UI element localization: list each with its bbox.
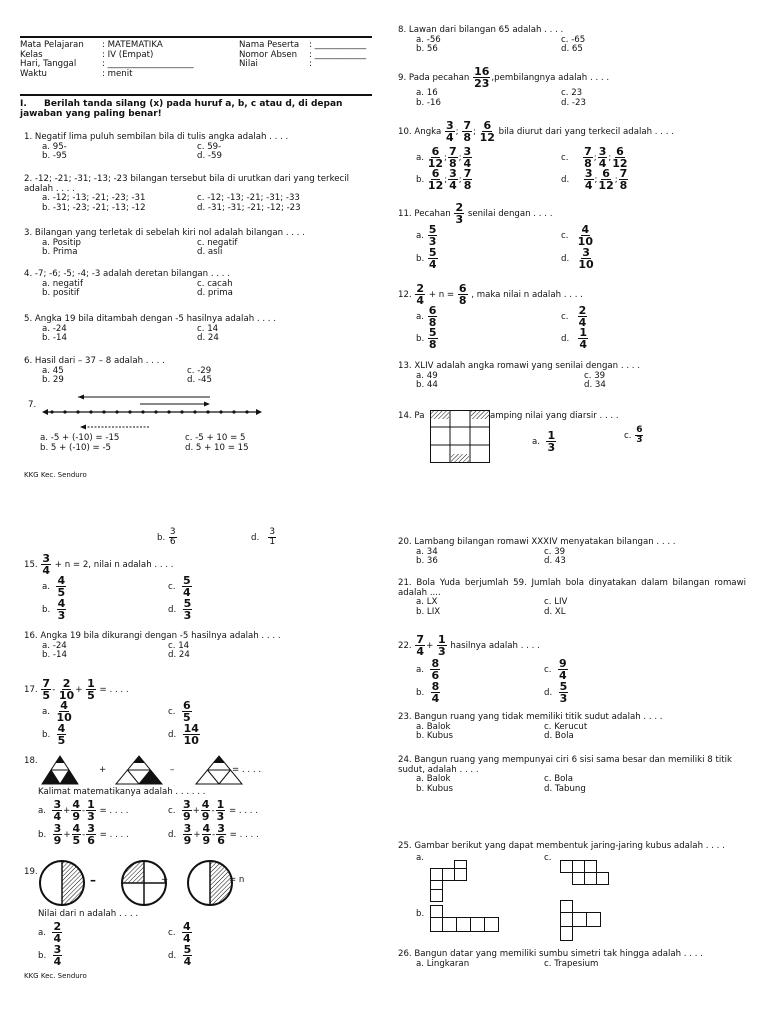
question-8 [398, 26, 748, 55]
option-a[interactable]: a. $\frac{1}{3}$ [532, 429, 556, 454]
option-a[interactable]: a. $\frac{6}{8}$ [416, 304, 437, 329]
option-c[interactable]: c. $\frac{5}{4}$ [168, 574, 191, 599]
option-d[interactable]: d. 65 [561, 44, 583, 55]
option-c[interactable]: c. -12; -13; -21; -31; -33 [197, 193, 300, 204]
question-6 [24, 357, 374, 386]
fraction: $\frac{7}{5}$ [42, 677, 51, 702]
question-text: 20. Lambang bilangan romawi XXXIV menyatakan bilangan . . . . [398, 537, 676, 547]
option-c[interactable]: c. $\frac{9}{4}$ [544, 657, 567, 682]
fraction-16-23: $\frac{16}{23}$ [474, 65, 490, 90]
option-b[interactable]: b. 29 [42, 375, 64, 386]
question-text: Kalimat matematikanya adalah . . . . . . [38, 787, 206, 797]
option-a[interactable]: a. -56 [416, 34, 441, 45]
question-text: 15. [24, 560, 38, 570]
option-a[interactable]: a. Balok [416, 721, 451, 732]
question-text-end: , maka nilai n adalah . . . . [471, 290, 583, 300]
number-line-figure [40, 393, 265, 433]
option-d[interactable]: d. $\frac{5}{4}$ [168, 943, 192, 968]
option-c[interactable]: c. cacah [197, 278, 233, 289]
instruction-number: I. [20, 99, 27, 109]
question-text: 12. [398, 290, 412, 300]
q14-option-b[interactable]: b. $\frac{3}{6}$ [157, 527, 176, 547]
plus-sign: + [161, 875, 169, 885]
option-a[interactable]: a. 95- [42, 141, 67, 152]
option-d[interactable]: d. asli [197, 247, 223, 258]
option-c[interactable]: c. 39 [584, 370, 606, 381]
question-18 [24, 754, 374, 850]
question-21 [398, 579, 746, 618]
header-bottom-rule [20, 94, 372, 96]
header-label: Nama Peserta [239, 40, 300, 50]
option-b[interactable]: b. -16 [416, 97, 441, 108]
option-a[interactable]: a. 34 [416, 546, 438, 557]
question-text: 13. XLIV adalah angka romawi yang senilai dengan . . . . [398, 361, 640, 371]
option-d[interactable]: d. -31; -31; -21; -12; -23 [197, 202, 301, 213]
question-23 [398, 713, 748, 742]
question-text: 26. Bangun datar yang memiliki sumbu simetri tak hingga adalah . . . . [398, 949, 703, 959]
option-d[interactable]: d. -45 [187, 375, 212, 386]
question-text-mid: + n = [428, 290, 455, 300]
question-11 [398, 201, 748, 271]
question-text: 1. Negatif lima puluh sembilan bila di tulis angka adalah . . . . [24, 132, 289, 142]
option-c[interactable]: c. $\frac{2}{4}$ [561, 304, 587, 329]
fraction: $\frac{7}{8}$ [463, 119, 471, 144]
question-13 [398, 362, 748, 391]
option-c-label[interactable]: c. [544, 853, 552, 863]
option-c[interactable]: c. 14 [197, 323, 219, 334]
option-b[interactable]: b. -14 [42, 650, 67, 661]
option-c[interactable]: c. $\frac{3}{9}$ + $\frac{4}{9}$ - $\frac{1}{3}$ = . . . . [168, 798, 259, 823]
option-a[interactable]: a. -5 + (-10) = -15 [40, 433, 120, 443]
question-17: 17. $\frac{7}{5}$ - $\frac{2}{10}$ + $\frac{1}{5}$ = . . . . a. $\frac{4}{10}$ b. $\frac{4}{5}$ c. $\frac{6}{5}$ d. $\frac{14}{10}$ [24, 677, 199, 747]
option-d[interactable]: d. 5 + 10 = 15 [185, 442, 249, 453]
option-a[interactable]: a. -24 [42, 640, 67, 651]
question-text: 5. Angka 19 bila ditambah dengan -5 hasilnya adalah . . . . [24, 314, 277, 324]
option-c[interactable]: c. -65 [561, 34, 586, 45]
option-b[interactable]: b. 5 + (-10) = -5 [40, 442, 112, 453]
cube-net-option-a[interactable] [430, 860, 470, 902]
option-b[interactable]: b. -14 [42, 333, 67, 344]
circles-figure [38, 858, 238, 908]
fraction: $\frac{3}{4}$ [446, 119, 454, 144]
question-number: 7. [28, 400, 37, 410]
option-b-label[interactable]: b. [416, 909, 425, 919]
header-value: : [309, 59, 312, 70]
header-value: : ____________ [309, 49, 367, 60]
option-b[interactable]: b. $\frac{3}{4}$ [38, 943, 62, 968]
q14-option-d[interactable]: d. $\frac{3}{1}$ [251, 527, 276, 547]
option-d[interactable]: d. $\frac{1}{4}$ [561, 326, 588, 351]
fraction: $\frac{7}{4}$ [416, 633, 425, 658]
question-text: 6. Hasil dari – 37 – 8 adalah . . . . [24, 356, 165, 366]
option-d[interactable]: d. 34 [584, 380, 606, 391]
fraction: $\frac{2}{4}$ [416, 282, 425, 307]
question-2 [24, 175, 374, 214]
header-label: Nomor Absen [239, 49, 298, 60]
option-b[interactable]: b. $\frac{6}{12}$ ; $\frac{3}{4}$ ; $\frac{7}{8}$ [416, 167, 472, 192]
option-c[interactable]: c. -29 [187, 365, 212, 376]
footer: KKG Kec. Senduro [24, 972, 87, 980]
question-text: 22. [398, 641, 412, 651]
option-c[interactable]: c. Trapesium [544, 958, 599, 969]
option-a[interactable]: a. $\frac{8}{6}$ [416, 657, 440, 682]
option-a[interactable]: a. -12; -13; -21; -23; -31 [42, 193, 146, 204]
option-a[interactable]: a. Balok [416, 774, 451, 785]
question-text: 10. Angka [398, 127, 442, 137]
option-a-label[interactable]: a. [416, 853, 424, 863]
option-a[interactable]: a. -24 [42, 323, 67, 334]
question-9 [398, 66, 748, 108]
instruction [20, 99, 372, 119]
option-d[interactable]: d. XL [544, 606, 566, 617]
question-text: 14. Pa [398, 411, 425, 421]
option-c[interactable]: c. $\frac{7}{8}$ ; $\frac{3}{4}$ ; $\frac{6}{12}$ [561, 145, 628, 170]
footer: KKG Kec. Senduro [24, 471, 87, 479]
option-d[interactable]: d. $\frac{14}{10}$ [168, 722, 199, 747]
question-20 [398, 538, 748, 567]
triangles-figure [38, 754, 258, 786]
option-d[interactable]: d. $\frac{3}{9}$ + $\frac{4}{9}$ - $\frac{3}{6}$ = . . . . [168, 822, 259, 847]
option-b[interactable]: b. $\frac{5}{8}$ [416, 326, 437, 351]
option-a[interactable]: a. $\frac{6}{12}$ ; $\frac{7}{8}$ ; $\frac{3}{4}$ [416, 145, 472, 170]
fraction: $\frac{2}{3}$ [455, 201, 464, 226]
plus-sign: + [99, 765, 107, 775]
question-22: 22. $\frac{7}{4}$ + $\frac{1}{3}$ hasilnya adalah . . . . a. $\frac{8}{6}$ b. $\frac{8}{4}$ c. $\frac{9}{4}$ d. $\frac{5}{3}$ [398, 633, 568, 705]
question-25 [398, 842, 748, 942]
option-c[interactable]: c. $\frac{4}{4}$ [168, 920, 191, 945]
option-c[interactable]: c. $\frac{6}{5}$ [168, 699, 191, 724]
option-b[interactable]: b. $\frac{5}{4}$ [416, 246, 437, 271]
option-d[interactable]: d. $\frac{3}{10}$ [561, 246, 594, 271]
instruction-text: Berilah tanda silang (x) pada huruf a, b, c atau d, di depan jawaban yang paling benar! [20, 99, 343, 120]
question-text: 25. Gambar berikut yang dapat membentuk jaring-jaring kubus adalah . . . . [398, 841, 725, 851]
option-d[interactable]: d. $\frac{5}{3}$ [168, 597, 192, 622]
option-a[interactable]: a. $\frac{4}{5}$ [42, 574, 66, 599]
option-c[interactable]: c. 39 [544, 546, 566, 557]
question-text: 16. Angka 19 bila dikurangi dengan -5 hasilnya adalah . . . . [24, 631, 281, 641]
fraction: $\frac{2}{10}$ [58, 677, 75, 702]
header-value: : MATEMATIKA [102, 40, 163, 50]
question-text: 9. Pada pecahan [398, 73, 470, 83]
option-d[interactable]: d. prima [197, 288, 233, 299]
header-label: Waktu [20, 68, 48, 79]
option-c[interactable]: c. negatif [197, 237, 238, 248]
question-5 [24, 315, 374, 344]
option-a[interactable]: a. Lingkaran [416, 958, 470, 969]
question-text-end: bila diurut dari yang terkecil adalah . . . . [498, 127, 674, 137]
header-value: : IV (Empat) [102, 49, 154, 60]
option-b[interactable]: b. 36 [416, 556, 438, 567]
question-text: 11. Pecahan [398, 209, 451, 219]
question-text-end: ,pembilangnya adalah . . . . [491, 73, 610, 83]
header-label: Mata Pelajaran [20, 40, 84, 50]
cube-net-option-b[interactable] [430, 905, 510, 935]
header-value: : ____________ [309, 40, 367, 50]
question-text: 8. Lawan dari bilangan 65 adalah . . . . [398, 25, 564, 35]
option-b[interactable]: b. $\frac{8}{4}$ [416, 680, 440, 705]
question-10: 10. Angka $\frac{3}{4}$ ; $\frac{7}{8}$ ; $\frac{6}{12}$ bila diurut dari yang terkecil adalah . . . . a. $\frac{6}{12}$ ; $\frac{7}{8}$ ; $\frac{3}{4}$ b. $\frac{6}{12}$ ; $\frac{3}{4}$ ; $\frac{7}{8}$ c. $\frac{7}{8}$ ; $\frac{3}{4}$ ; $\frac{6}{12}$ d. $\frac{3}{4}$ ; $\frac{6}{12}$ ; $\frac{7}{8}$ [398, 119, 674, 192]
question-text-end: = . . . . [99, 685, 129, 695]
header-value: : menit [102, 68, 133, 79]
option-d[interactable]: d. Tabung [544, 783, 586, 794]
option-a[interactable]: a. $\frac{2}{4}$ [38, 920, 62, 945]
fraction: $\frac{6}{8}$ [458, 282, 467, 307]
minus-sign: – [170, 765, 175, 775]
fraction: $\frac{6}{12}$ [479, 119, 495, 144]
option-a[interactable]: a. LX [416, 597, 438, 608]
question-24 [398, 756, 746, 795]
question-text: 17. [24, 685, 38, 695]
option-c[interactable]: c. Bola [544, 774, 573, 785]
option-d[interactable]: d. $\frac{3}{4}$ ; $\frac{6}{12}$ ; $\frac{7}{8}$ [561, 167, 628, 192]
option-b[interactable]: b. -31; -23; -21; -13; -12 [42, 202, 146, 213]
option-a[interactable]: a. $\frac{3}{4}$ + $\frac{4}{9}$ - $\frac{1}{3}$ = . . . . [38, 798, 129, 823]
option-a[interactable]: a. 45 [42, 365, 64, 376]
option-d[interactable]: d. Bola [544, 731, 574, 742]
question-26 [398, 950, 748, 969]
option-c[interactable]: c. $\frac{6}{3}$ [624, 425, 643, 445]
option-a[interactable]: a. $\frac{5}{3}$ [416, 223, 437, 248]
option-d[interactable]: d. 24 [168, 650, 190, 661]
option-d[interactable]: d. 24 [197, 333, 219, 344]
option-a[interactable]: a. negatif [42, 278, 83, 289]
question-text: 24. Bangun ruang yang mempunyai ciri 6 sisi sama besar dan memiliki 8 titik sudut, adalah . . . . [398, 755, 732, 775]
option-b[interactable]: b. $\frac{4}{5}$ [42, 722, 66, 747]
option-b[interactable]: b. 56 [416, 44, 438, 55]
question-number: 18. [24, 756, 38, 766]
shaded-grid-figure [430, 410, 490, 464]
question-14 [398, 410, 748, 470]
option-c[interactable]: c. 59- [197, 141, 222, 152]
option-a[interactable]: a. 16 [416, 88, 438, 98]
question-text: 21. Bola Yuda berjumlah 59. Jumlah bola dinyatakan dalam bilangan romawi adalah .... [398, 578, 746, 598]
fraction: $\frac{1}{5}$ [87, 677, 95, 702]
question-text-end: hasilnya adalah . . . . [450, 641, 540, 651]
question-text: Nilai dari n adalah . . . . [38, 909, 139, 919]
option-d[interactable]: d. -23 [561, 97, 586, 108]
option-b[interactable]: b. Kubus [416, 783, 453, 794]
option-c[interactable]: c. LIV [544, 597, 568, 608]
option-b[interactable]: b. $\frac{3}{9}$ + $\frac{4}{5}$ - $\frac{3}{6}$ = . . . . [38, 822, 129, 847]
option-d[interactable]: d. -59 [197, 151, 222, 162]
option-b[interactable]: b. positif [42, 288, 80, 299]
option-a[interactable]: a. Positip [42, 237, 81, 248]
question-number: 19. [24, 867, 38, 877]
question-text-end: amping nilai yang diarsir . . . . [490, 411, 619, 421]
question-3 [24, 229, 374, 258]
header-label: Nilai [239, 59, 258, 70]
option-b[interactable]: b. Prima [42, 247, 78, 258]
header-value: : ____________________ [102, 59, 194, 70]
question-text: 23. Bangun ruang yang tidak memiliki titik sudut adalah . . . . [398, 712, 663, 722]
question-15 [24, 552, 374, 622]
cube-net-option-c[interactable] [560, 860, 615, 896]
option-b[interactable]: b. Kubus [416, 731, 453, 742]
option-b[interactable]: b. $\frac{4}{3}$ [42, 597, 66, 622]
question-16 [24, 632, 374, 661]
option-d[interactable]: d. $\frac{5}{3}$ [544, 680, 568, 705]
cube-net-option-d[interactable] [560, 900, 620, 942]
header-label: Kelas [20, 49, 43, 60]
option-a[interactable]: a. 49 [416, 370, 438, 381]
minus-sign: – [90, 873, 96, 887]
option-c[interactable]: c. -5 + 10 = 5 [185, 433, 246, 443]
equals-dots: = . . . . [232, 765, 262, 775]
option-b[interactable]: b. 44 [416, 380, 438, 391]
question-19 [24, 858, 374, 968]
option-d[interactable]: d. 43 [544, 556, 566, 567]
option-a[interactable]: a. $\frac{4}{10}$ [42, 699, 72, 724]
option-c[interactable]: c. $\frac{4}{10}$ [561, 223, 593, 248]
option-b[interactable]: b. -95 [42, 151, 67, 162]
option-c[interactable]: c. Kerucut [544, 721, 588, 732]
exam-header [20, 41, 368, 80]
option-c[interactable]: c. 14 [168, 640, 190, 651]
question-text: 4. -7; -6; -5; -4; -3 adalah deretan bilangan . . . . [24, 269, 230, 279]
question-text-end: senilai dengan . . . . [467, 209, 553, 219]
question-12 [398, 282, 748, 351]
option-b[interactable]: b. LIX [416, 606, 441, 617]
question-1 [24, 133, 374, 162]
header-label: Hari, Tanggal [20, 59, 77, 70]
fraction: $\frac{1}{3}$ [438, 633, 446, 658]
header-top-rule [20, 36, 372, 38]
question-text: 3. Bilangan yang terletak di sebelah kiri nol adalah bilangan . . . . [24, 228, 305, 238]
equals-n: = n [229, 875, 245, 885]
question-text: 2. -12; -21; -31; -13; -23 bilangan tersebut bila di urutkan dari yang terkecil adalah . . . . [24, 174, 350, 194]
question-4 [24, 270, 374, 299]
option-c[interactable]: c. 23 [561, 88, 583, 98]
question-text-end: + n = 2, nilai n adalah . . . . [54, 560, 174, 570]
fraction: $\frac{3}{4}$ [42, 552, 51, 577]
